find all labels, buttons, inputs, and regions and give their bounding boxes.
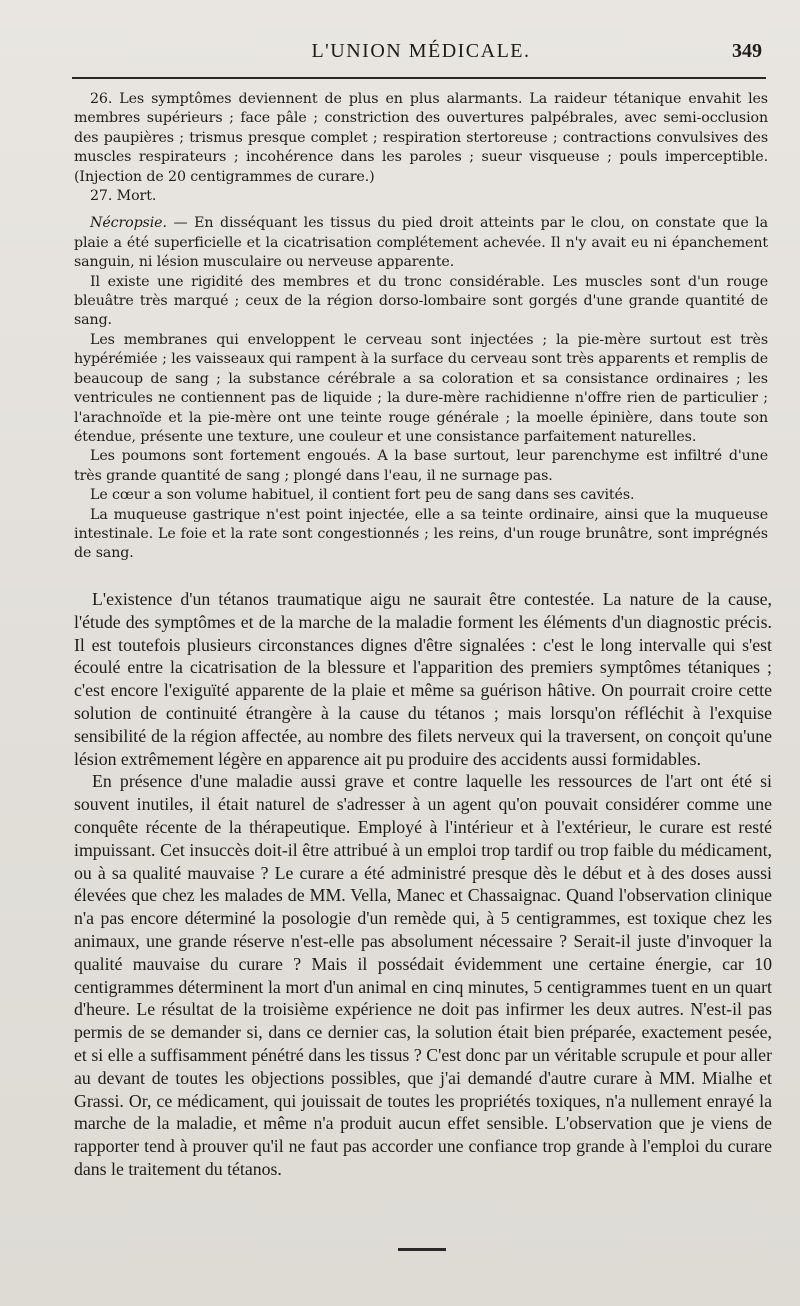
page-header bbox=[72, 40, 770, 72]
necropsie-text: — En disséquant les tissus du pied droit atteints par le clou, on constate que la plaie a été superficielle et la cicatrisation complétement achevée. Il n'y avait eu ni épanchement sanguin, ni lésion musculaire ou nerveuse apparente. bbox=[74, 215, 768, 271]
muqueuse-paragraph: La muqueuse gastrique n'est point injectée, elle a sa teinte ordinaire, ainsi que la muqueuse intestinale. Le foie et la rate sont congestionnés ; les reins, d'un rouge brunâtre, sont imprégnés de sang. bbox=[74, 506, 768, 562]
observation-section bbox=[74, 90, 768, 564]
necropsie-paragraph bbox=[74, 214, 768, 272]
observation-item-27: 27. Mort. bbox=[90, 188, 157, 205]
observation-item-26: 26. Les symptômes deviennent de plus en plus alarmants. La raideur tétanique envahit les membres supérieurs ; face pâle ; constriction des ouvertures palpébrales, avec semi-occlusion des paupières ; trismus presque complet ; respiration stertoreuse ; contractions convulsives des muscles respirateurs ; incohérence dans les paroles ; sueur visqueuse ; pouls imperceptible. (Injection de 20 centigrammes de curare.) bbox=[74, 91, 768, 185]
necropsie-label: Nécropsie. bbox=[90, 215, 167, 232]
spacer bbox=[74, 206, 768, 214]
membranes-paragraph: Les membranes qui enveloppent le cerveau sont injectées ; la pie-mère surtout est très hypérémiée ; les vaisseaux qui rampent à la surface du cerveau sont très apparents et remplis de beaucoup de sang ; la substance cérébrale a sa coloration et sa consistance ordinaires ; les ventricules ne contiennent pas de liquide ; la dure-mère rachidienne n'offre rien de particulier ; l'arachnoïde et la pie-mère ont une teinte rouge générale ; la moelle épinière, dans toute son étendue, présente une texture, une couleur et une consistance parfaitement naturelles. bbox=[74, 331, 768, 445]
coeur-paragraph: Le cœur a son volume habituel, il contient fort peu de sang dans ses cavités. bbox=[90, 487, 635, 504]
end-rule bbox=[398, 1248, 446, 1251]
poumons-paragraph: Les poumons sont fortement engoués. A la base surtout, leur parenchyme est infiltré d'une très grande quantité de sang ; plongé dans l'eau, il ne surnage pas. bbox=[74, 448, 768, 484]
page-number: 349 bbox=[732, 40, 762, 62]
discussion-paragraph-2: En présence d'une maladie aussi grave et contre laquelle les ressources de l'art ont été si souvent inutiles, il était naturel de s'adresser à un agent qu'on pouvait considérer comme une conquête récente de la thérapeutique. Employé à l'intérieur et à l'extérieur, le curare est resté impuissant. Cet insuccès doit-il être attribué à un emploi trop tardif ou trop faible du médicament, ou à sa qualité mauvaise ? Le curare a été administré presque dès le début et à des doses aussi élevées que chez les malades de MM. Vella, Manec et Chassaignac. Quand l'observation clinique n'a pas encore déterminé la posologie d'un remède qui, à 5 centigrammes, est toxique chez les animaux, une grande réserve n'est-elle pas absolument nécessaire ? Serait-il juste d'invoquer la qualité mauvaise du curare ? Mais il possédait évidemment une certaine énergie, car 10 centigrammes déterminent la mort d'un animal en cinq minutes, 5 centigrammes tuent en un quart d'heure. Le résultat de la troisième expérience ne doit pas infirmer les deux autres. N'est-il pas permis de se demander si, dans ce dernier cas, la solution était bien préparée, exactement pesée, et si elle a suffisamment pénétré dans les tissus ? C'est donc par un véritable scrupule et pour aller au devant de toutes les objections possibles, que j'ai demandé d'autre curare à MM. Mialhe et Grassi. Or, ce médicament, qui jouissait de toutes les propriétés toxiques, n'a nullement enrayé la marche de la maladie, et même n'a produit aucun effet sensible. L'observation que je viens de rapporter tend à prouver qu'il ne faut pas accorder une confiance trop grande à l'emploi du curare dans le traitement du tétanos. bbox=[74, 771, 772, 1179]
rigidite-paragraph: Il existe une rigidité des membres et du tronc considérable. Les muscles sont d'un rouge bleuâtre très marqué ; ceux de la région dorso-lombaire sont gorgés d'une grande quantité de sang. bbox=[74, 273, 768, 329]
discussion-section bbox=[74, 588, 772, 1181]
header-rule bbox=[72, 77, 766, 79]
discussion-paragraph-1: L'existence d'un tétanos traumatique aigu ne saurait être contestée. La nature de la cause, l'étude des symptômes et de la marche de la maladie forment les éléments d'un diagnostic précis. Il est toutefois plusieurs circonstances dignes d'être signalées : c'est le long intervalle qui s'est écoulé entre la cicatrisation de la blessure et l'apparition des premiers symptômes tétaniques ; c'est encore l'exiguïté apparente de la plaie et même sa guérison hâtive. On pourrait croire cette solution de continuité étrangère à la cause du tétanos ; mais lorsqu'on réfléchit à l'exquise sensibilité de la région affectée, au nombre des filets nerveux qui la traversent, on conçoit qu'une lésion extrêmement légère en apparence ait pu produire des accidents aussi formidables. bbox=[74, 589, 772, 769]
running-title: L'UNION MÉDICALE. bbox=[311, 40, 531, 62]
